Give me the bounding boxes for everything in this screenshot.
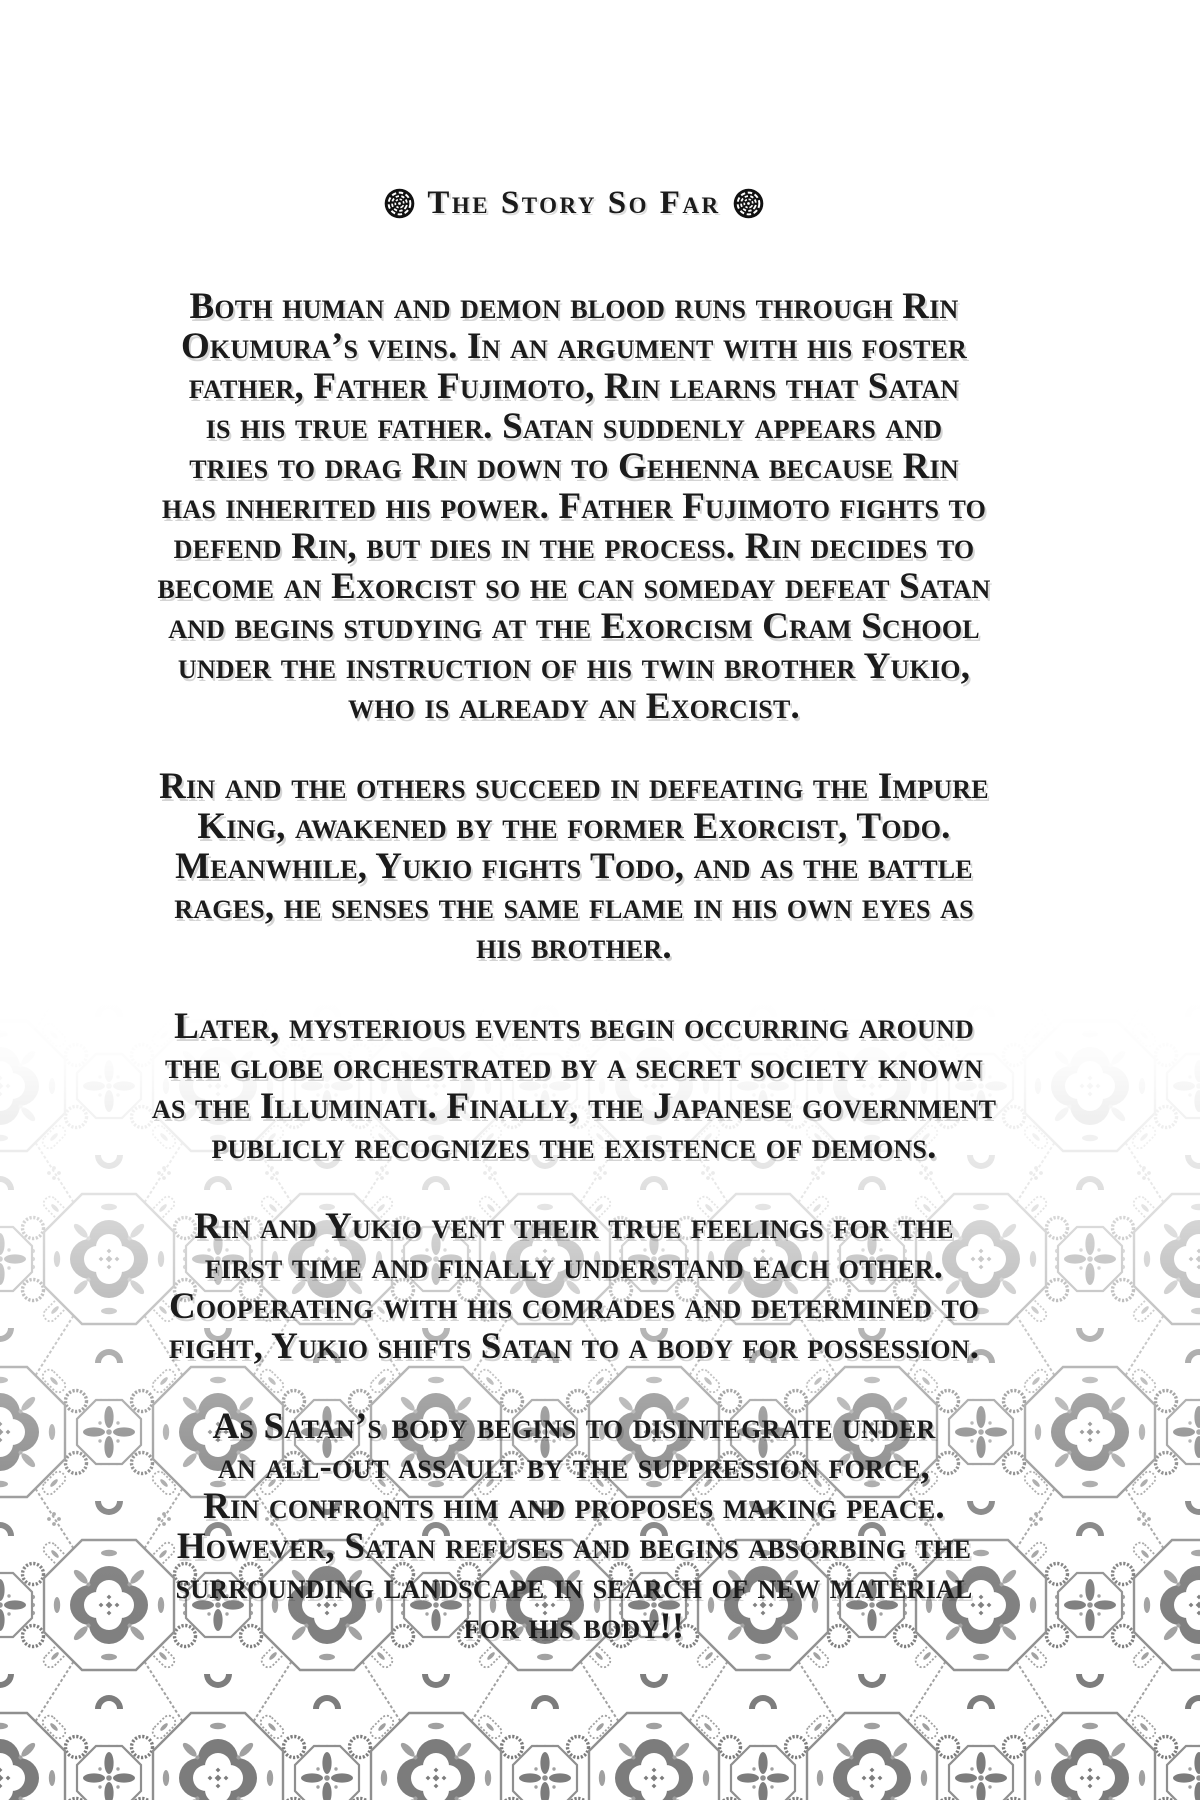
story-line: for his body!!: [463, 1606, 685, 1647]
story-line: Okumura’s veins. In an argument with his foster: [180, 326, 968, 367]
story-line: his brother.: [476, 926, 672, 967]
story-line: tries to drag Rin down to Gehenna because Rin: [189, 446, 959, 487]
page-header: [0, 184, 1148, 222]
story-line: and begins studying at the Exorcism Cram School: [168, 606, 980, 647]
story-line: who is already an Exorcist.: [348, 686, 800, 727]
story-line: first time and finally understand each other.: [204, 1246, 944, 1287]
story-line: is his true father. Satan suddenly appears and: [205, 406, 943, 447]
story-line: surrounding landscape in search of new material: [175, 1566, 973, 1607]
story-line: become an Exorcist so he can someday defeat Satan: [157, 566, 991, 607]
story-line: has inherited his power. Father Fujimoto fights to: [161, 486, 987, 527]
story-line: as the Illuminati. Finally, the Japanese government: [151, 1086, 997, 1127]
story-line: publicly recognizes the existence of demons.: [211, 1126, 937, 1167]
story-paragraph: [0, 1207, 1148, 1367]
story-line: the globe orchestrated by a secret society known: [165, 1046, 983, 1087]
story-line: father, Father Fujimoto, Rin learns that Satan: [188, 366, 960, 407]
story-line: Meanwhile, Yukio fights Todo, and as the battle: [175, 846, 973, 887]
story-line: under the instruction of his twin brother Yukio,: [177, 646, 971, 687]
story-text: [0, 287, 1148, 1647]
story-paragraph: [0, 287, 1148, 727]
story-line: King, awakened by the former Exorcist, Todo.: [197, 806, 951, 847]
story-line: Rin confronts him and proposes making peace.: [203, 1486, 945, 1527]
story-line: Cooperating with his comrades and determined to: [168, 1286, 980, 1327]
page-title: The Story So Far: [427, 185, 721, 221]
story-line: However, Satan refuses and begins absorbing the: [176, 1526, 972, 1567]
story-line: As Satan’s body begins to disintegrate under: [212, 1406, 936, 1447]
story-line: an all-out assault by the suppression force,: [218, 1446, 930, 1487]
rosette-crest-icon-left: [384, 188, 415, 219]
story-line: Later, mysterious events begin occurring around: [174, 1006, 974, 1047]
story-line: rages, he senses the same flame in his own eyes as: [174, 886, 974, 927]
story-paragraph: [0, 1007, 1148, 1167]
story-paragraph: [0, 1407, 1148, 1647]
story-line: Rin and the others succeed in defeating the Impure: [159, 766, 989, 807]
story-paragraph: [0, 767, 1148, 967]
story-line: defend Rin, but dies in the process. Rin decides to: [173, 526, 975, 567]
story-line: fight, Yukio shifts Satan to a body for possession.: [168, 1326, 980, 1367]
rosette-crest-icon-right: [733, 188, 764, 219]
story-line: Rin and Yukio vent their true feelings for the: [194, 1206, 954, 1247]
story-line: Both human and demon blood runs through Rin: [189, 286, 959, 327]
